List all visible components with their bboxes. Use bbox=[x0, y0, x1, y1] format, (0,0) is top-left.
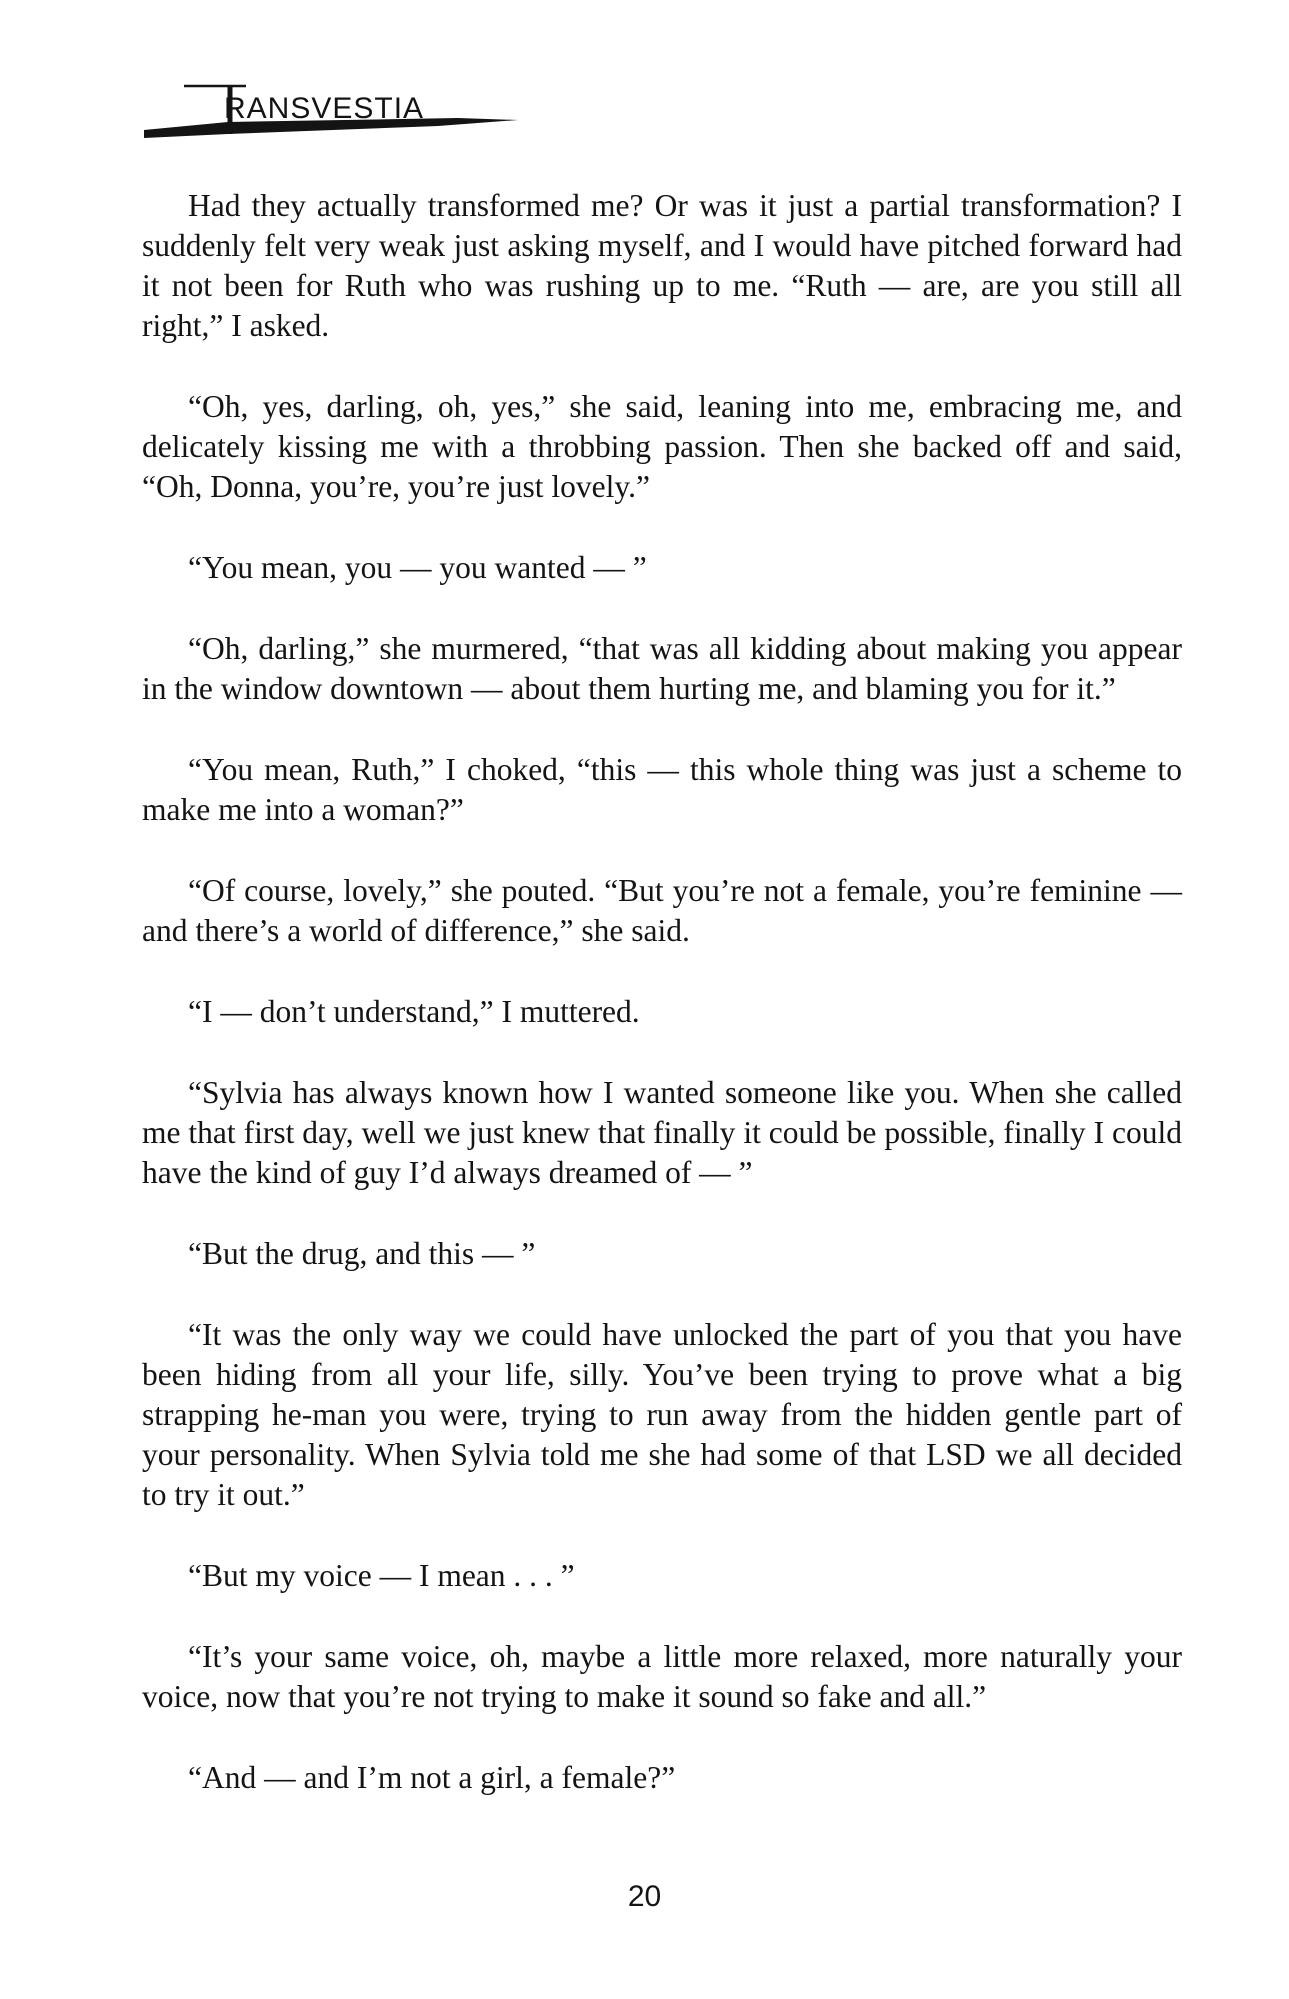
paragraph: “Sylvia has always known how I wanted someone like you. When she called me that first day, well we just knew that finally it could be possible, finally I could have the kind of guy I’d always dreamed of — ” bbox=[142, 1075, 1182, 1190]
paragraph: “You mean, Ruth,” I choked, “this — this whole thing was just a scheme to make me into a woman?” bbox=[142, 752, 1182, 827]
paragraph: “It’s your same voice, oh, maybe a little more relaxed, more naturally your voice, now that you’re not trying to make it sound so fake and all.” bbox=[142, 1639, 1182, 1714]
paragraph: “And — and I’m not a girl, a female?” bbox=[188, 1760, 676, 1795]
paragraph: “But my voice — I mean . . . ” bbox=[188, 1558, 575, 1593]
paragraph: “But the drug, and this — ” bbox=[188, 1236, 536, 1271]
paragraph: “Oh, yes, darling, oh, yes,” she said, leaning into me, embracing me, and delicately kissing me with a throbbing passion. Then she backed off and said, “Oh, Donna, you’re, you’re just lovely.” bbox=[142, 389, 1182, 504]
running-header bbox=[138, 78, 518, 142]
paragraph: “I — don’t understand,” I muttered. bbox=[188, 994, 640, 1029]
header-title: RANSVESTIA bbox=[224, 92, 425, 125]
page-body bbox=[142, 186, 1182, 1839]
paragraph: “Oh, darling,” she murmered, “that was all kidding about making you appear in the window downtown — about them hurting me, and blaming you for it.” bbox=[142, 631, 1182, 706]
paragraph: Had they actually transformed me? Or was it just a partial transformation? I suddenly felt very weak just asking myself, and I would have pitched forward had it not been for Ruth who was rushing up to me. “Ruth — are, are you still all right,” I asked. bbox=[142, 188, 1182, 343]
paragraph: “You mean, you — you wanted — ” bbox=[188, 550, 647, 585]
paragraph: “Of course, lovely,” she pouted. “But you’re not a female, you’re feminine — and there’s a world of difference,” she said. bbox=[142, 873, 1182, 948]
paragraph: “It was the only way we could have unlocked the part of you that you have been hiding from all your life, silly. You’ve been trying to prove what a big strapping he-man you were, trying to run away from the hidden gentle part of your personality. When Sylvia told me she had some of that LSD we all decided to try it out.” bbox=[142, 1317, 1182, 1512]
page-number: 20 bbox=[627, 1880, 662, 1913]
